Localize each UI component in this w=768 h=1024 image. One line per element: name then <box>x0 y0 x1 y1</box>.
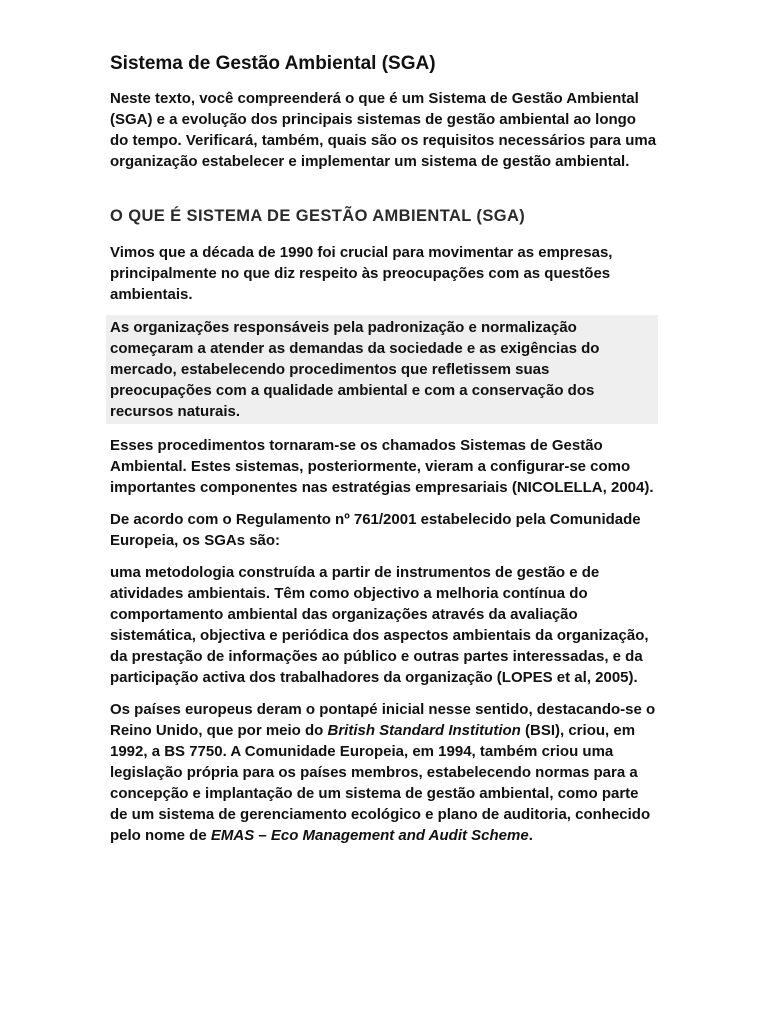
section-heading: O QUE É SISTEMA DE GESTÃO AMBIENTAL (SGA) <box>110 207 526 225</box>
final-paragraph-text-3: . <box>528 827 533 844</box>
final-paragraph <box>110 699 658 846</box>
quoted-definition-paragraph: uma metodologia construída a partir de instrumentos de gestão e de atividades ambientais. Têm como objectivo a melhoria contínua do comportamento ambiental das organizações através da avaliação sistemática, objectiva e periódica dos aspectos ambientais da organização, da prestação de informações ao público e outras partes interessadas, e da participação activa dos trabalhadores da organização (LOPES et al, 2005). <box>110 564 649 686</box>
bsi-name-italic: British Standard Institution <box>327 722 521 739</box>
document-page <box>110 52 658 846</box>
body-paragraph: Esses procedimentos tornaram-se os chamados Sistemas de Gestão Ambiental. Estes sistemas, posteriormente, vieram a configurar-se como importantes componentes nas estratégias empresariais (NICOLELLA, 2004). <box>110 437 654 496</box>
highlighted-paragraph: As organizações responsáveis pela padronização e normalização começaram a atender as demandas da sociedade e as exigências do mercado, estabelecendo procedimentos que refletissem suas preocupações com a qualidade ambiental e com a conservação dos recursos naturais. <box>106 315 658 424</box>
emas-name-italic: EMAS – Eco Management and Audit Scheme <box>210 827 529 844</box>
intro-paragraph: Neste texto, você compreenderá o que é um Sistema de Gestão Ambiental (SGA) e a evolução dos principais sistemas de gestão ambiental ao longo do tempo. Verificará, também, quais são os requisitos necessários para uma organização estabelecer e implementar um sistema de gestão ambiental. <box>110 90 657 170</box>
body-paragraph: De acordo com o Regulamento nº 761/2001 estabelecido pela Comunidade Europeia, os SGAs são: <box>110 511 641 549</box>
body-paragraph: Vimos que a década de 1990 foi crucial para movimentar as empresas, principalmente no que diz respeito às preocupações com as questões ambientais. <box>110 244 613 303</box>
document-title: Sistema de Gestão Ambiental (SGA) <box>110 53 436 74</box>
final-paragraph-text-1: Os países europeus deram o pontapé inicial nesse sentido, destacando-se o Reino Unido, que por meio do <box>110 701 656 739</box>
final-paragraph-text-2: (BSI), criou, em 1992, a BS 7750. A Comunidade Europeia, em 1994, também criou uma legislação própria para os países membros, estabelecendo normas para a concepção e implantação de um sistema de gestão ambiental, como parte de um sistema de gerenciamento ecológico e plano de auditoria, conhecido pelo nome de <box>110 722 651 844</box>
